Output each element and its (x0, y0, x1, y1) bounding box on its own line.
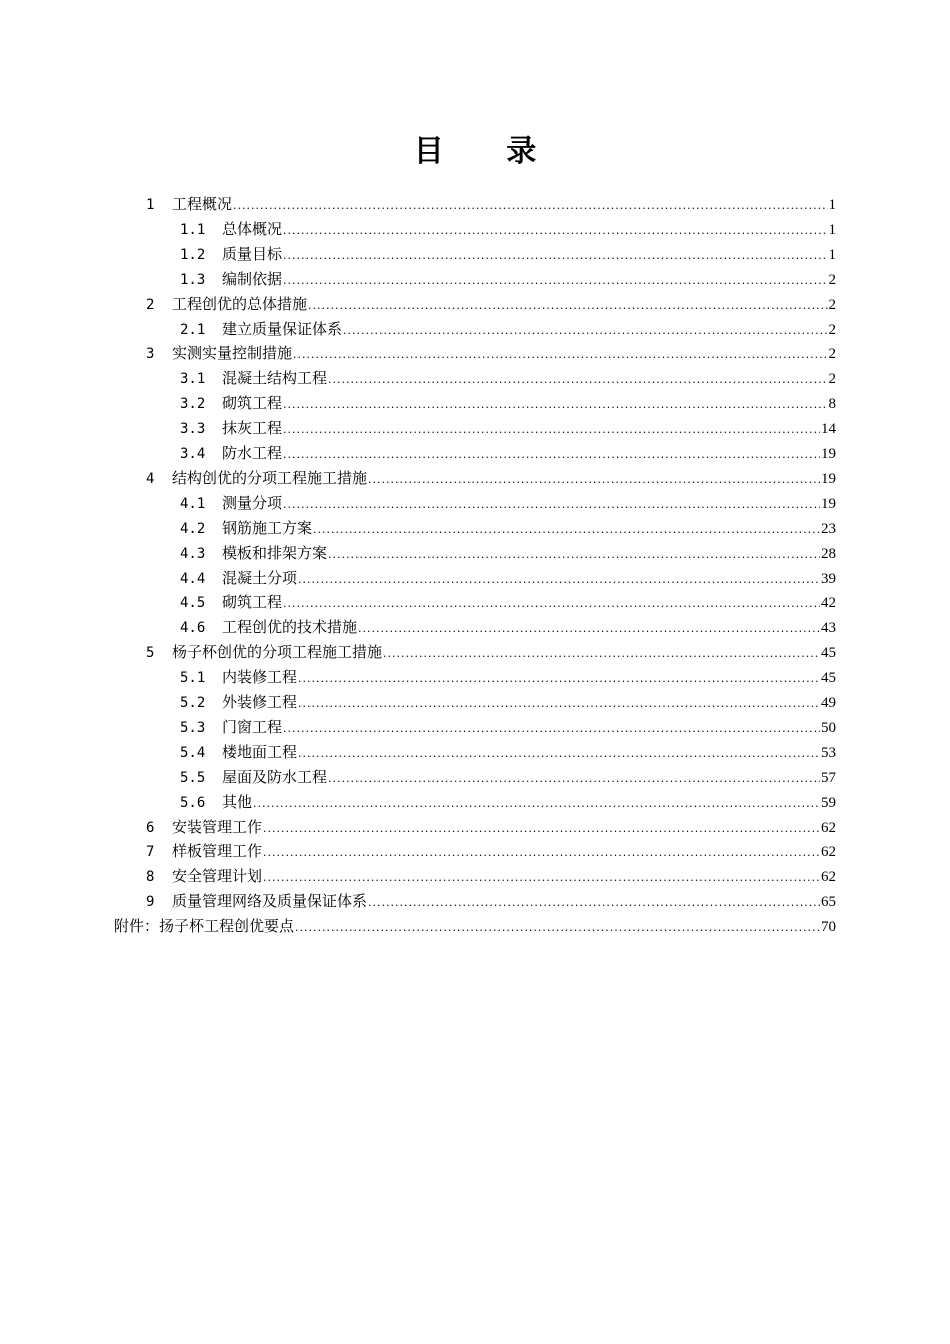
toc-entry-page-number: 45 (821, 670, 836, 686)
toc-entry-number: 4.4 (180, 571, 206, 587)
toc-entry-title: 总体概况 (222, 220, 283, 238)
toc-dot-leader (313, 517, 820, 542)
toc-entry[interactable] (146, 341, 836, 366)
toc-entry-page-number: 62 (821, 869, 836, 885)
toc-entry-number: 5.6 (180, 795, 206, 811)
toc-dot-leader (368, 467, 820, 492)
toc-entry-page-number: 62 (821, 844, 836, 860)
toc-dot-leader (298, 567, 820, 592)
toc-entry[interactable] (146, 839, 836, 864)
toc-dot-leader (298, 691, 820, 716)
toc-entry[interactable] (180, 366, 836, 391)
toc-entry-page-number: 43 (821, 620, 836, 636)
toc-entry-title: 结构创优的分项工程施工措施 (172, 469, 368, 487)
toc-entry-page-number: 70 (821, 919, 836, 935)
toc-entry-page-number: 2 (828, 272, 836, 288)
toc-dot-leader (253, 791, 820, 816)
toc-entry-number: 5.2 (180, 695, 206, 711)
toc-dot-leader (283, 417, 820, 442)
toc-dot-leader (328, 367, 827, 392)
toc-entry-number: 5.3 (180, 720, 206, 736)
toc-entry-title: 附件：扬子杯工程创优要点 (114, 917, 295, 935)
toc-dot-leader (308, 293, 827, 318)
toc-entry-number: 1 (146, 197, 155, 213)
toc-entry-number: 5 (146, 645, 155, 661)
toc-dot-leader (283, 392, 827, 417)
toc-entry-page-number: 28 (821, 546, 836, 562)
toc-entry-number: 5.1 (180, 670, 206, 686)
toc-entry-number: 4.3 (180, 546, 206, 562)
toc-dot-leader (283, 442, 820, 467)
toc-entry-title: 工程创优的总体措施 (172, 295, 308, 313)
toc-entry-number: 9 (146, 894, 155, 910)
toc-dot-leader (263, 816, 820, 841)
toc-entry[interactable] (180, 765, 836, 790)
toc-entry-number: 4.5 (180, 595, 206, 611)
toc-dot-leader (298, 741, 820, 766)
toc-entry-number: 5.5 (180, 770, 206, 786)
toc-entry-title: 模板和排架方案 (222, 544, 328, 562)
toc-entry-page-number: 50 (821, 720, 836, 736)
toc-entry-page-number: 39 (821, 571, 836, 587)
toc-entry[interactable] (146, 889, 836, 914)
toc-entry[interactable] (180, 267, 836, 292)
toc-entry-page-number: 8 (828, 396, 836, 412)
toc-entry-page-number: 19 (821, 496, 836, 512)
toc-entry-page-number: 45 (821, 645, 836, 661)
toc-entry[interactable] (180, 790, 836, 815)
toc-entry-title: 其他 (222, 793, 253, 811)
toc-dot-leader (358, 616, 820, 641)
toc-dot-leader (263, 840, 820, 865)
page-title: 目 录 (413, 134, 563, 169)
toc-entry-title: 安全管理计划 (172, 867, 263, 885)
toc-entry-page-number: 49 (821, 695, 836, 711)
toc-entry[interactable] (180, 541, 836, 566)
toc-dot-leader (295, 915, 820, 940)
toc-dot-leader (283, 716, 820, 741)
toc-entry-title: 砌筑工程 (222, 394, 283, 412)
toc-dot-leader (283, 492, 820, 517)
toc-entry[interactable] (180, 590, 836, 615)
toc-entry[interactable] (180, 217, 836, 242)
toc-dot-leader (343, 318, 827, 343)
toc-entry[interactable] (146, 292, 836, 317)
toc-dot-leader (328, 542, 820, 567)
toc-dot-leader (293, 342, 827, 367)
toc-entry[interactable] (146, 192, 836, 217)
toc-entry[interactable] (146, 864, 836, 889)
toc-entry-title: 实测实量控制措施 (172, 344, 293, 362)
toc-entry-number: 3.4 (180, 446, 206, 462)
toc-entry-number: 2.1 (180, 322, 206, 338)
toc-dot-leader (283, 243, 827, 268)
toc-entry-title: 工程概况 (172, 195, 233, 213)
toc-entry[interactable] (180, 566, 836, 591)
toc-entry-page-number: 2 (828, 297, 836, 313)
toc-entry-page-number: 42 (821, 595, 836, 611)
toc-entry-number: 4.2 (180, 521, 206, 537)
toc-entry-page-number: 53 (821, 745, 836, 761)
toc-dot-leader (263, 865, 820, 890)
toc-entry-page-number: 65 (821, 894, 836, 910)
toc-entry[interactable] (180, 242, 836, 267)
toc-dot-leader (298, 666, 820, 691)
toc-entry-page-number: 1 (828, 247, 836, 263)
toc-entry-title: 混凝土分项 (222, 569, 298, 587)
toc-entry[interactable] (180, 391, 836, 416)
toc-entry-title: 建立质量保证体系 (222, 320, 343, 338)
toc-entry-title: 门窗工程 (222, 718, 283, 736)
toc-entry-title: 砌筑工程 (222, 593, 283, 611)
toc-entry[interactable] (180, 516, 836, 541)
toc-entry[interactable] (180, 665, 836, 690)
toc-entry-number: 6 (146, 820, 155, 836)
toc-entry-number: 2 (146, 297, 155, 313)
toc-entry-title: 钢筋施工方案 (222, 519, 313, 537)
toc-dot-leader (328, 766, 820, 791)
toc-entry-number: 4.1 (180, 496, 206, 512)
toc-entry-page-number: 23 (821, 521, 836, 537)
toc-entry-title: 内装修工程 (222, 668, 298, 686)
toc-entry[interactable] (180, 441, 836, 466)
toc-dot-leader (283, 268, 827, 293)
toc-entry-title: 工程创优的技术措施 (222, 618, 358, 636)
toc-entry[interactable] (180, 615, 836, 640)
toc-entry[interactable] (180, 416, 836, 441)
toc-entry-title: 编制依据 (222, 270, 283, 288)
toc-entry-page-number: 1 (828, 222, 836, 238)
toc-entry-title: 外装修工程 (222, 693, 298, 711)
toc-entry-number: 3.1 (180, 371, 206, 387)
toc-entry-title: 屋面及防水工程 (222, 768, 328, 786)
toc-entry-title: 抹灰工程 (222, 419, 283, 437)
toc-dot-leader (383, 641, 820, 666)
toc-entry-page-number: 2 (828, 346, 836, 362)
toc-entry[interactable] (180, 740, 836, 765)
toc-entry[interactable] (146, 815, 836, 840)
toc-entry-page-number: 62 (821, 820, 836, 836)
toc-entry-page-number: 2 (828, 322, 836, 338)
toc-entry-number: 3.2 (180, 396, 206, 412)
toc-entry-number: 1.2 (180, 247, 206, 263)
toc-entry[interactable] (146, 640, 836, 665)
toc-entry-title: 安装管理工作 (172, 818, 263, 836)
toc-entry-number: 3 (146, 346, 155, 362)
toc-entry-title: 质量目标 (222, 245, 283, 263)
toc-entry-number: 1.1 (180, 222, 206, 238)
toc-entry[interactable] (180, 317, 836, 342)
toc-entry[interactable] (180, 715, 836, 740)
toc-dot-leader (283, 218, 827, 243)
toc-entry-page-number: 19 (821, 446, 836, 462)
toc-entry-number: 4.6 (180, 620, 206, 636)
toc-entry-title: 样板管理工作 (172, 842, 263, 860)
toc-entry-page-number: 1 (828, 197, 836, 213)
toc-entry-number: 5.4 (180, 745, 206, 761)
toc-entry-number: 8 (146, 869, 155, 885)
toc-entry[interactable] (146, 466, 836, 491)
toc-entry-page-number: 19 (821, 471, 836, 487)
toc-entry-number: 4 (146, 471, 155, 487)
toc-dot-leader (283, 591, 820, 616)
toc-entry-title: 测量分项 (222, 494, 283, 512)
toc-dot-leader (233, 193, 827, 218)
toc-entry-number: 1.3 (180, 272, 206, 288)
toc-entry[interactable] (114, 914, 836, 939)
toc-entry[interactable] (180, 690, 836, 715)
toc-dot-leader (368, 890, 820, 915)
toc-entry-page-number: 2 (828, 371, 836, 387)
toc-entry[interactable] (180, 491, 836, 516)
toc-entry-page-number: 59 (821, 795, 836, 811)
toc-entry-title: 混凝土结构工程 (222, 369, 328, 387)
toc-entry-number: 3.3 (180, 421, 206, 437)
toc-entry-page-number: 57 (821, 770, 836, 786)
toc-entry-title: 杨子杯创优的分项工程施工措施 (172, 643, 383, 661)
toc-entry-number: 7 (146, 844, 155, 860)
toc-entry-title: 质量管理网络及质量保证体系 (172, 892, 368, 910)
toc-entry-title: 防水工程 (222, 444, 283, 462)
toc-entry-title: 楼地面工程 (222, 743, 298, 761)
toc-entry-page-number: 14 (821, 421, 836, 437)
